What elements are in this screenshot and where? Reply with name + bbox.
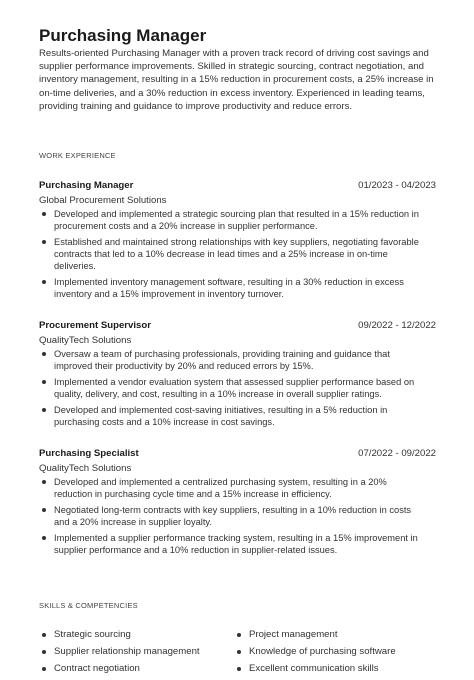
job-bullets xyxy=(39,476,436,556)
summary-paragraph: Results-oriented Purchasing Manager with a proven track record of driving cost savings and supplier performance improvements. Skilled in strategic sourcing, contract negotiation, and inventory management, resulting in a 15% reduction in procurement costs, a 25% increase in on-time deliveries, and a 30% reduction in excess inventory. Experienced in leading teams, providing training and guidance to improve productivity and reduce errors. xyxy=(39,48,434,112)
skill-item: Project management xyxy=(234,628,429,641)
list-item: Developed and implemented a centralized purchasing system, resulting in a 20% reduction in purchasing cycle time and a 15% increase in efficiency. xyxy=(39,476,426,500)
job-entry xyxy=(39,320,436,432)
list-item: Oversaw a team of purchasing professionals, providing training and guidance that improved their productivity by 20% and reduced errors by 15%. xyxy=(39,348,426,372)
job-entry xyxy=(39,180,436,304)
resume-title: Purchasing Manager xyxy=(39,26,207,45)
job-entry xyxy=(39,448,436,560)
list-item: Developed and implemented cost-saving initiatives, resulting in a 5% reduction in purchasing costs and a 10% increase in cost savings. xyxy=(39,404,426,428)
job-company: QualityTech Solutions xyxy=(39,463,132,474)
skills-list xyxy=(39,628,439,675)
skill-item: Supplier relationship management xyxy=(39,645,234,658)
skill-item: Contract negotiation xyxy=(39,662,234,675)
job-title: Procurement Supervisor xyxy=(39,320,151,331)
list-item: Implemented a vendor evaluation system that assessed supplier performance based on quality, delivery, and cost, resulting in a 10% increase in overall supplier ratings. xyxy=(39,376,426,400)
list-item: Negotiated long-term contracts with key suppliers, resulting in a 10% reduction in costs and a 20% increase in supplier loyalty. xyxy=(39,504,426,528)
skill-item: Excellent communication skills xyxy=(234,662,429,675)
list-item: Established and maintained strong relationships with key suppliers, negotiating favorable contracts that led to a 10% decrease in lead times and a 25% increase in on-time deliveries. xyxy=(39,236,426,272)
work-experience-heading: WORK EXPERIENCE xyxy=(39,151,116,160)
list-item: Implemented inventory management software, resulting in a 30% reduction in excess inventory and a 15% improvement in inventory turnover. xyxy=(39,276,426,300)
skill-item: Knowledge of purchasing software xyxy=(234,645,429,658)
job-title: Purchasing Manager xyxy=(39,180,134,191)
job-dates: 01/2023 - 04/2023 xyxy=(358,180,436,191)
job-dates: 07/2022 - 09/2022 xyxy=(358,448,436,459)
skills-heading: SKILLS & COMPETENCIES xyxy=(39,601,138,610)
job-bullets xyxy=(39,208,436,300)
job-company: Global Procurement Solutions xyxy=(39,195,167,206)
skill-item: Strategic sourcing xyxy=(39,628,234,641)
job-company: QualityTech Solutions xyxy=(39,335,132,346)
list-item: Implemented a supplier performance tracking system, resulting in a 15% improvement in supplier performance and a 10% reduction in supplier-related issues. xyxy=(39,532,426,556)
job-dates: 09/2022 - 12/2022 xyxy=(358,320,436,331)
job-bullets xyxy=(39,348,436,428)
job-title: Purchasing Specialist xyxy=(39,448,139,459)
list-item: Developed and implemented a strategic sourcing plan that resulted in a 15% reduction in procurement costs and a 20% increase in supplier performance. xyxy=(39,208,426,232)
